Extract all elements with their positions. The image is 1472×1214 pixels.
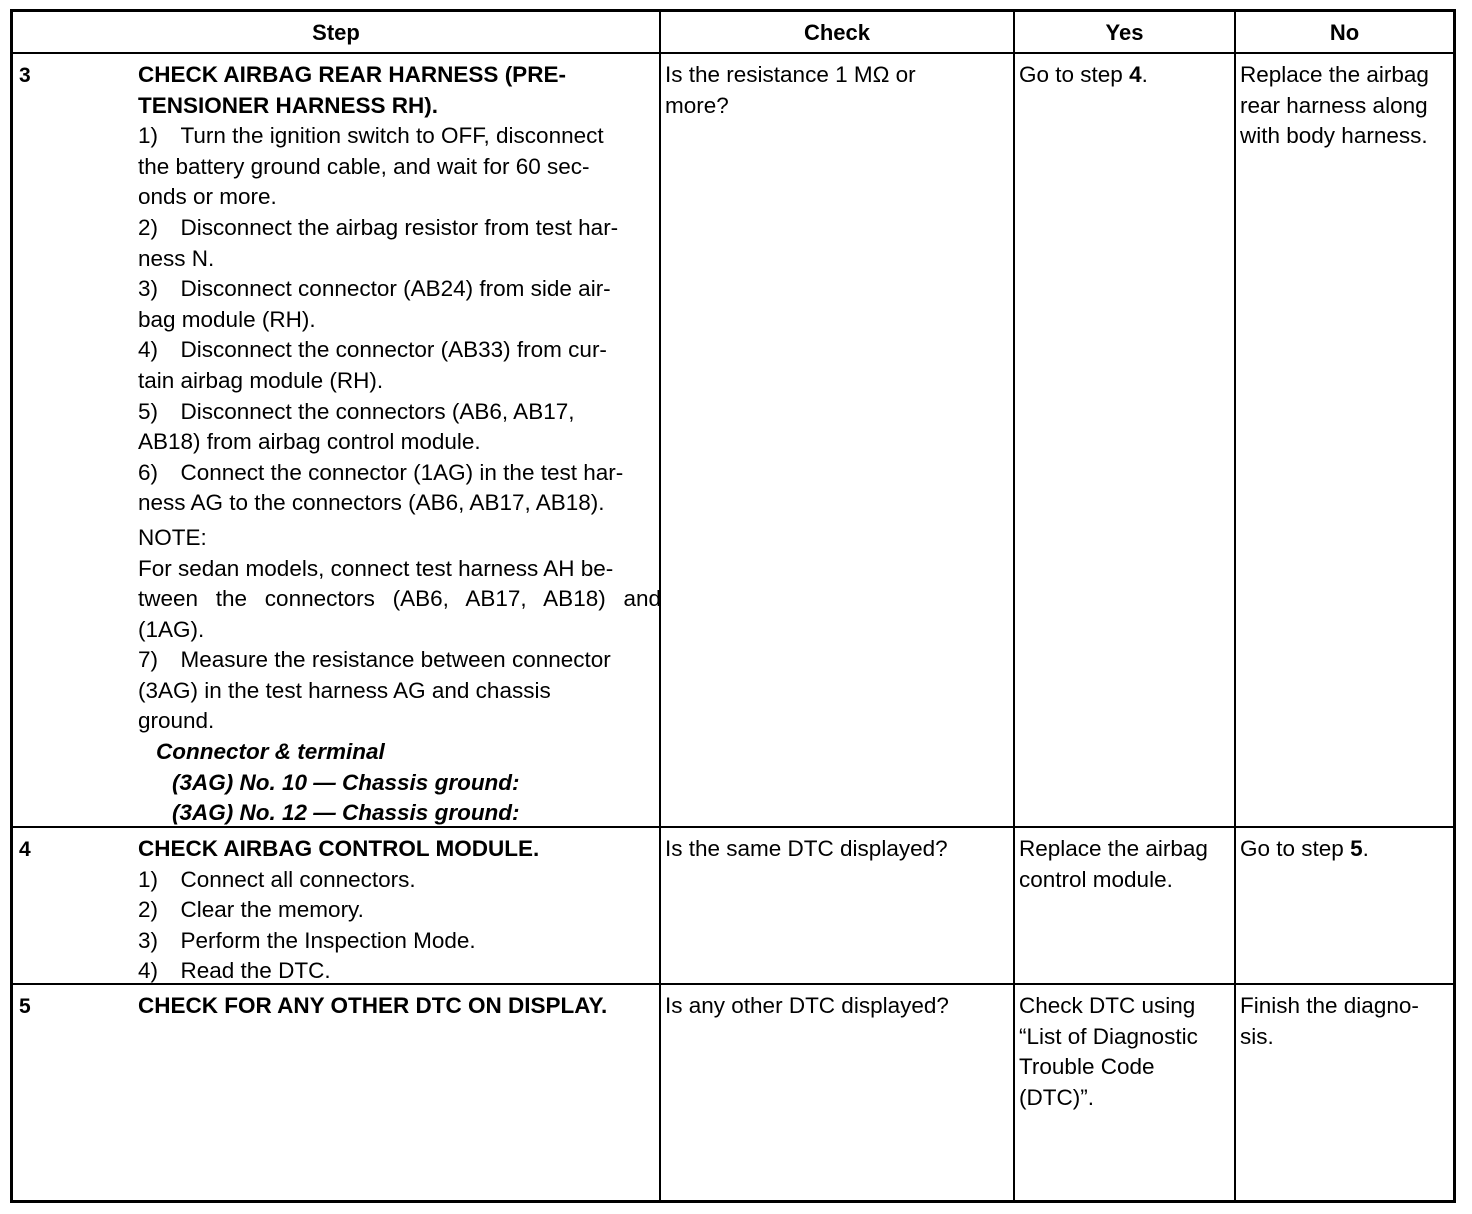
instruction-line: 4) Disconnect the connector (AB33) from cur- bbox=[138, 337, 607, 363]
step-title: CHECK FOR ANY OTHER DTC ON DISPLAY. bbox=[138, 993, 608, 1018]
check-cell bbox=[665, 834, 1005, 865]
instruction-line: 3) Perform the Inspection Mode. bbox=[138, 927, 476, 953]
yes-cell bbox=[1019, 991, 1231, 1113]
yes-text: Replace the airbag bbox=[1019, 836, 1208, 861]
step-title: CHECK AIRBAG CONTROL MODULE. bbox=[138, 836, 540, 861]
step-number: 5 bbox=[19, 995, 31, 1018]
no-cell bbox=[1240, 834, 1454, 865]
instruction-line: 6) Connect the connector (1AG) in the test har- bbox=[138, 459, 624, 485]
table-row-step-4 bbox=[13, 828, 1453, 985]
diagnostic-table bbox=[10, 9, 1456, 1203]
step-instructions bbox=[138, 834, 661, 987]
no-step-ref: 5 bbox=[1350, 836, 1363, 861]
instruction-line: bag module (RH). bbox=[138, 306, 316, 332]
table-row-step-3 bbox=[13, 54, 1453, 828]
yes-cell bbox=[1019, 834, 1231, 895]
instruction-line: ness N. bbox=[138, 245, 215, 271]
note-line: tween the connectors (AB6, AB17, AB18) and bbox=[138, 586, 661, 612]
note-line: (1AG). bbox=[138, 616, 205, 642]
check-text: more? bbox=[665, 92, 729, 118]
yes-text: Trouble Code bbox=[1019, 1054, 1155, 1080]
spec-line: (3AG) No. 10 — Chassis ground: bbox=[172, 769, 520, 795]
step-instructions bbox=[138, 60, 661, 829]
yes-text: (DTC)”. bbox=[1019, 1084, 1094, 1110]
instruction-line: (3AG) in the test harness AG and chassis bbox=[138, 677, 551, 703]
instruction-line: 1) Turn the ignition switch to OFF, disconnect bbox=[138, 123, 604, 149]
yes-text: Check DTC using bbox=[1019, 993, 1196, 1018]
instruction-line: ness AG to the connectors (AB6, AB17, AB18). bbox=[138, 490, 605, 516]
instruction-line: 3) Disconnect connector (AB24) from side air- bbox=[138, 276, 611, 302]
step-title: CHECK AIRBAG REAR HARNESS (PRE- bbox=[138, 62, 566, 87]
check-cell bbox=[665, 991, 1005, 1022]
instruction-line: 7) Measure the resistance between connector bbox=[138, 647, 611, 673]
header-step: Step bbox=[312, 20, 360, 45]
check-text: Is any other DTC displayed? bbox=[665, 993, 949, 1018]
instruction-line: 5) Disconnect the connectors (AB6, AB17, bbox=[138, 398, 575, 424]
yes-text: Go to step 4. bbox=[1019, 62, 1148, 87]
instruction-line: 2) Disconnect the airbag resistor from test har- bbox=[138, 214, 619, 240]
yes-step-ref: 4 bbox=[1129, 62, 1142, 87]
no-text: Finish the diagno- bbox=[1240, 993, 1419, 1018]
no-cell bbox=[1240, 991, 1454, 1052]
table-header bbox=[13, 12, 1453, 54]
check-text: Is the resistance 1 MΩ or bbox=[665, 62, 916, 87]
instruction-line: tain airbag module (RH). bbox=[138, 367, 384, 393]
spec-title: Connector & terminal bbox=[156, 739, 385, 765]
no-text: rear harness along bbox=[1240, 92, 1428, 118]
step-title: TENSIONER HARNESS RH). bbox=[138, 92, 439, 118]
instruction-line: 2) Clear the memory. bbox=[138, 897, 364, 923]
no-cell bbox=[1240, 60, 1454, 152]
yes-cell bbox=[1019, 60, 1231, 91]
instruction-line: ground. bbox=[138, 708, 215, 734]
no-text: Go to step 5. bbox=[1240, 836, 1369, 861]
instruction-line: the battery ground cable, and wait for 60 sec- bbox=[138, 153, 590, 179]
instruction-line: AB18) from airbag control module. bbox=[138, 429, 481, 455]
yes-text: “List of Diagnostic bbox=[1019, 1023, 1198, 1049]
spec-line: (3AG) No. 12 — Chassis ground: bbox=[172, 800, 520, 826]
step-number: 3 bbox=[19, 64, 31, 87]
yes-text: control module. bbox=[1019, 866, 1173, 892]
no-text: sis. bbox=[1240, 1023, 1274, 1049]
check-cell bbox=[665, 60, 1005, 121]
table-row-step-5 bbox=[13, 985, 1453, 1200]
header-no: No bbox=[1329, 20, 1360, 45]
check-text: Is the same DTC displayed? bbox=[665, 836, 948, 861]
note-label: NOTE: bbox=[138, 524, 207, 550]
note-line: For sedan models, connect test harness AH be- bbox=[138, 555, 614, 581]
instruction-line: 1) Connect all connectors. bbox=[138, 866, 416, 892]
header-check: Check bbox=[803, 20, 871, 45]
instruction-line: 4) Read the DTC. bbox=[138, 958, 331, 984]
step-instructions bbox=[138, 991, 661, 1022]
instruction-line: onds or more. bbox=[138, 184, 277, 210]
step-number: 4 bbox=[19, 838, 31, 861]
no-text: with body harness. bbox=[1240, 123, 1428, 149]
no-text: Replace the airbag bbox=[1240, 62, 1429, 87]
header-yes: Yes bbox=[1105, 20, 1144, 45]
